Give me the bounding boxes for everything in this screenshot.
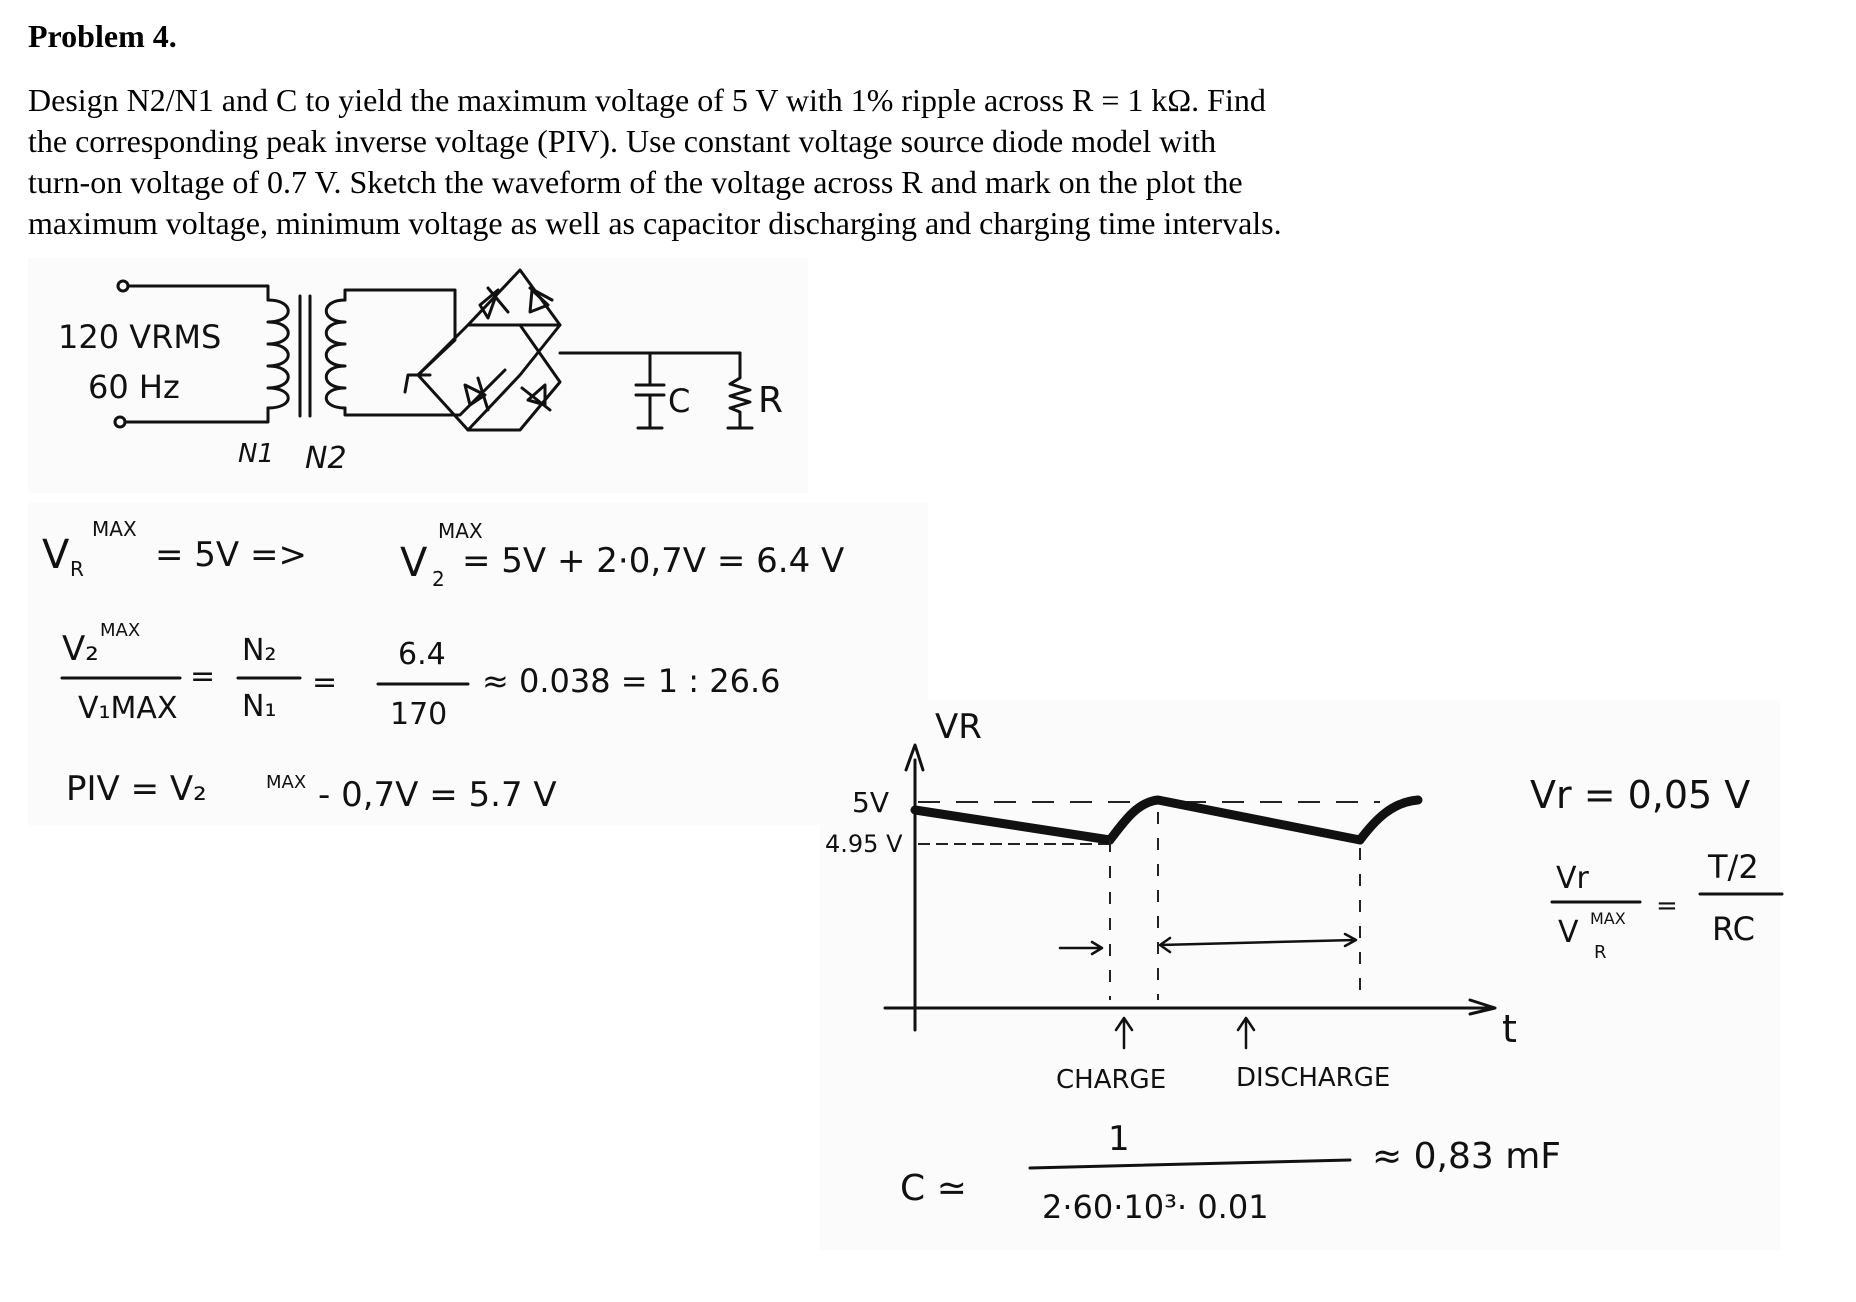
ripple-formula: [1530, 773, 1782, 963]
ripple-voltage: Vr = 0,05 V: [1530, 773, 1751, 817]
capacitance-denominator: 2·60·10³· 0.01: [1042, 1188, 1269, 1226]
ripple-frac-denominator: V: [1558, 915, 1579, 950]
v2-max-value: = 5V + 2·0,7V = 6.4 V: [462, 541, 845, 581]
equals-sign: =: [312, 665, 338, 700]
ripple-frac-numerator: Vr: [1556, 861, 1589, 896]
capacitance-result: [900, 1119, 1561, 1226]
capacitance-numerator: 1: [1108, 1119, 1130, 1159]
piv-rest: - 0,7V = 5.7 V: [318, 775, 557, 815]
statement-line: the corresponding peak inverse voltage (PIV). Use constant voltage source diode model with: [28, 123, 1217, 159]
v2-max-symbol: V: [400, 540, 428, 586]
n2-numerator: N₂: [242, 633, 277, 668]
wire-top: [128, 286, 268, 300]
charge-label: CHARGE: [1056, 1065, 1167, 1095]
ratio-denominator: V₁MAX: [78, 691, 178, 726]
ripple-waveform: [915, 800, 1418, 840]
wire-bottom: [125, 408, 268, 422]
source-voltage-label: 120 VRMS: [58, 318, 222, 356]
vmax-label: 5V: [852, 786, 889, 819]
discharge-up-arrow-icon: [1238, 1018, 1254, 1048]
v2-max-sub: 2: [432, 567, 445, 591]
primary-coil: [268, 300, 288, 408]
resistor-label: R: [758, 380, 784, 421]
capacitance-value: ≈ 0,83 mF: [1372, 1136, 1561, 1177]
problem-heading: Problem 4.: [28, 18, 177, 54]
ratio-value-numerator: 6.4: [398, 637, 446, 672]
transformer-circuit: [58, 270, 783, 476]
time-frac-denominator: RC: [1712, 910, 1755, 948]
n2-label: N2: [305, 441, 347, 476]
piv-sup: MAX: [266, 772, 307, 793]
vr-max-sub: R: [70, 557, 84, 581]
vr-max-symbol: V: [42, 532, 70, 578]
diode-icon: [522, 385, 550, 410]
resistor-icon: [728, 353, 752, 428]
capacitor-icon: [636, 353, 664, 428]
y-axis-label: VR: [935, 707, 982, 747]
ripple-frac-den-sup: MAX: [1590, 909, 1626, 928]
wire-sec-top: [345, 290, 455, 375]
v2-max-sup: MAX: [438, 519, 483, 543]
fraction-bar: [1030, 1160, 1350, 1168]
statement-line: Design N2/N1 and C to yield the maximum voltage of 5 V with 1% ripple across R = 1 kΩ. Find: [28, 82, 1266, 118]
ratio-numerator-sup: MAX: [100, 620, 141, 641]
piv-lhs: PIV = V₂: [66, 769, 207, 809]
waveform-plot: [825, 707, 1517, 1095]
solution-work: [42, 517, 844, 815]
capacitor-label: C: [668, 382, 691, 420]
ripple-frac-den-sub: R: [1594, 942, 1607, 963]
ratio-value-denominator: 170: [390, 697, 448, 732]
source-freq-label: 60 Hz: [88, 368, 180, 406]
ratio-result: ≈ 0.038 = 1 : 26.6: [482, 662, 781, 700]
n1-label: N1: [238, 439, 274, 469]
n1-denominator: N₁: [242, 689, 277, 724]
statement-line: turn-on voltage of 0.7 V. Sketch the waveform of the voltage across R and mark on the plot the: [28, 164, 1243, 200]
statement-line: maximum voltage, minimum voltage as well as capacitor discharging and charging time intervals.: [28, 205, 1282, 241]
discharge-label: DISCHARGE: [1236, 1063, 1391, 1093]
capacitance-lhs: C ≃: [900, 1168, 967, 1209]
vmin-label: 4.95 V: [825, 830, 903, 858]
ratio-numerator: V₂: [62, 629, 99, 669]
equals-sign: =: [190, 659, 216, 694]
vr-max-sup: MAX: [92, 517, 137, 541]
vr-max-value: = 5V =>: [155, 535, 307, 575]
charge-interval-arrow-icon: [1060, 942, 1102, 954]
discharge-interval-arrow-icon: [1160, 934, 1356, 952]
secondary-coil: [326, 300, 345, 408]
time-frac-numerator: T/2: [1708, 848, 1759, 886]
equals-sign: =: [1656, 891, 1678, 921]
x-axis-label: t: [1502, 1007, 1517, 1051]
diode-icon: [480, 288, 508, 318]
charge-up-arrow-icon: [1116, 1018, 1132, 1048]
